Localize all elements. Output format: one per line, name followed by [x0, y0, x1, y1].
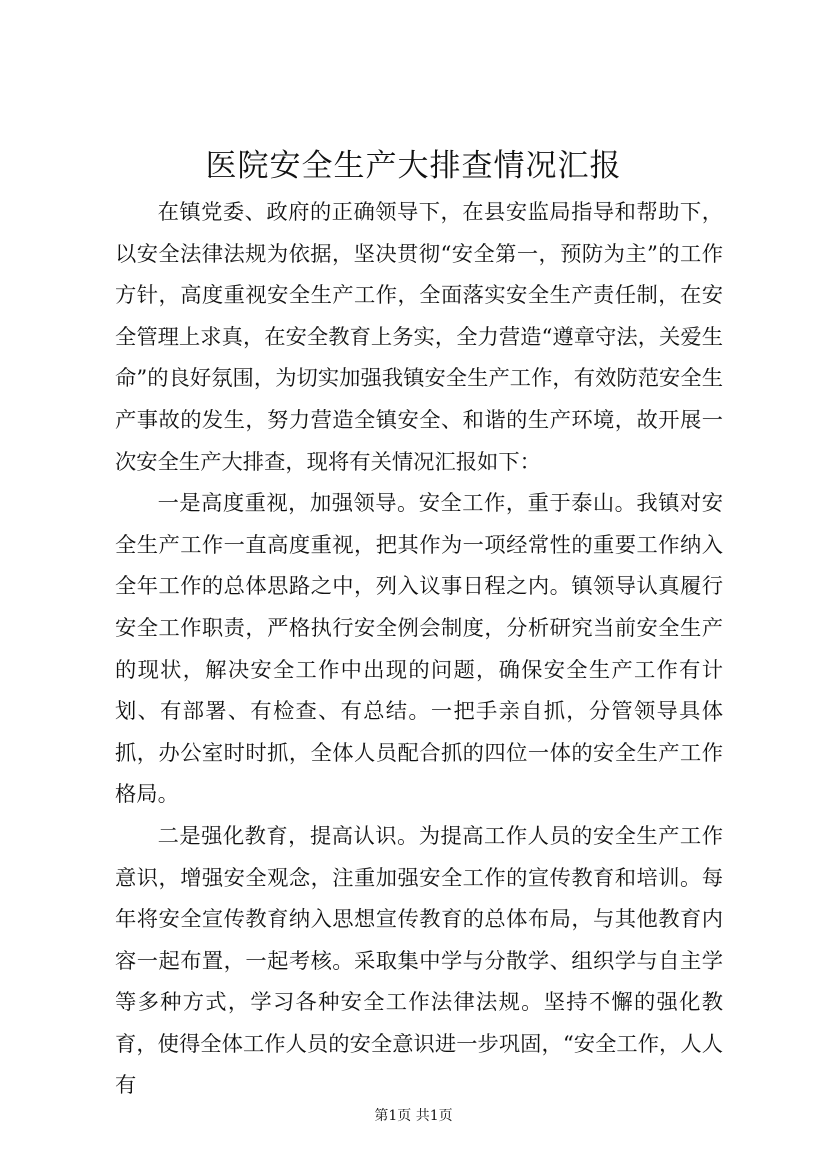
- paragraph-education: 二是强化教育，提高认识。为提高工作人员的安全生产工作意识，增强安全观念，注重加强安全工作的宣传教育和培训。每年将安全宣传教育纳入思想宣传教育的总体布局，与其他教育内容一起布置，一起考核。采取集中学与分散学、组织学与自主学等多种方式，学习各种安全工作法律法规。坚持不懈的强化教育，使得全体工作人员的安全意识进一步巩固，“安全工作，人人有: [115, 823, 723, 1099]
- paragraph-leadership: 一是高度重视，加强领导。安全工作，重于泰山。我镇对安全生产工作一直高度重视，把其作为一项经常性的重要工作纳入全年工作的总体思路之中，列入议事日程之内。镇领导认真履行安全工作职责，严格执行安全例会制度，分析研究当前安全生产的现状，解决安全工作中出现的问题，确保安全生产工作有计划、有部署、有检查、有总结。一把手亲自抓，分管领导具体抓，办公室时时抓，全体人员配合抓的四位一体的安全生产工作格局。: [115, 491, 723, 808]
- document-body: [115, 192, 723, 1107]
- page-footer: [0, 1106, 827, 1126]
- document-title: 医院安全生产大排查情况汇报: [205, 148, 622, 184]
- page-number: 第1页 共1页: [374, 1108, 453, 1124]
- paragraph-intro: 在镇党委、政府的正确领导下，在县安监局指导和帮助下，以安全法律法规为依据，坚决贯彻“安全第一，预防为主”的工作方针，高度重视安全生产工作，全面落实安全生产责任制，在安全管理上求真，在安全教育上务实，全力营造“遵章守法，关爱生命”的良好氛围，为切实加强我镇安全生产工作，有效防范安全生产事故的发生，努力营造全镇安全、和谐的生产环境，故开展一次安全生产大排查，现将有关情况汇报如下：: [115, 200, 723, 475]
